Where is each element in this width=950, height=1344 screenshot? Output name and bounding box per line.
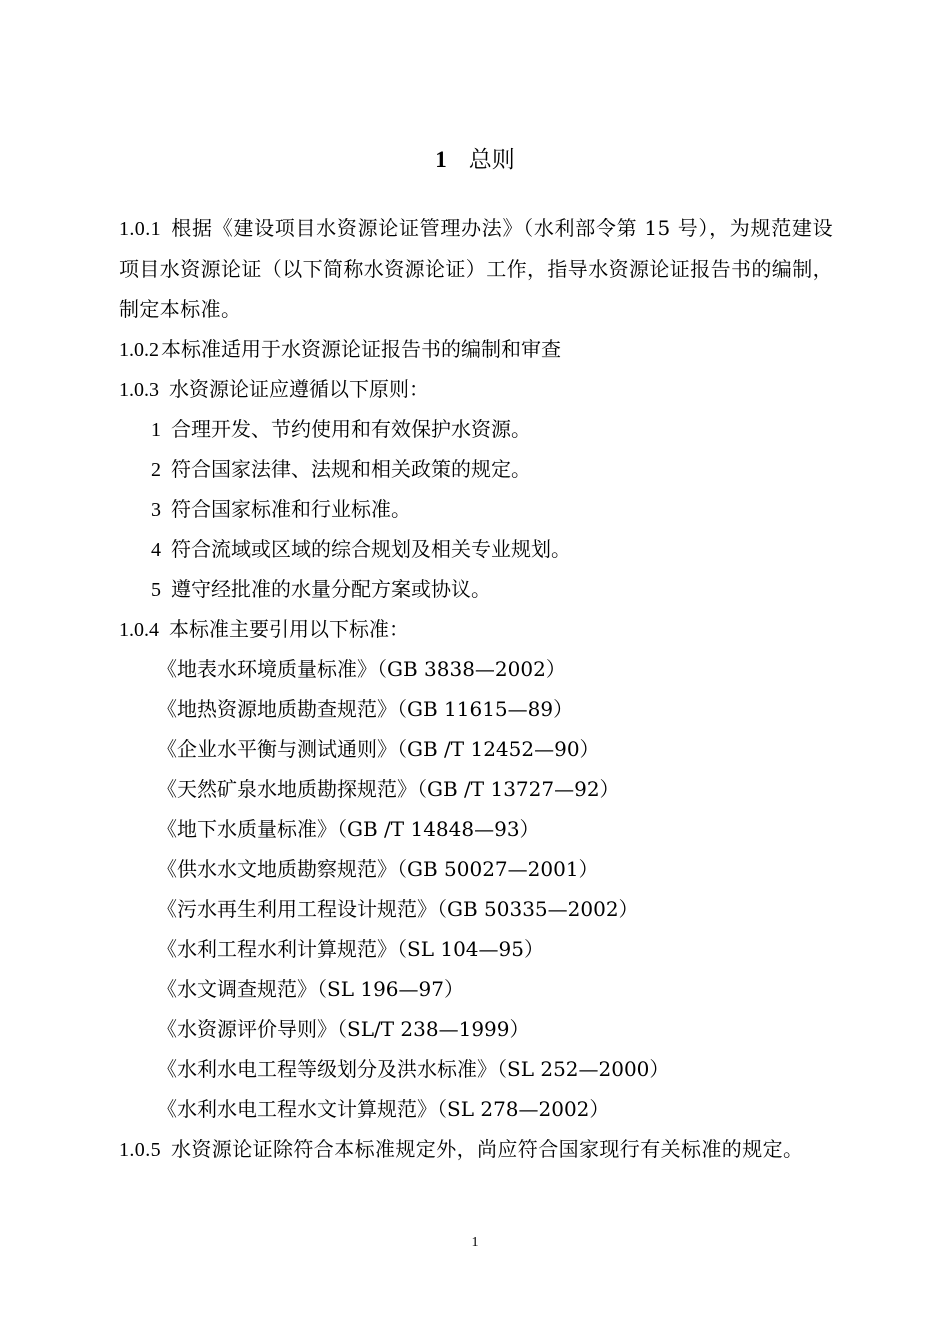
reference-item: 《水资源评价导则》（SL/T 238—1999） bbox=[157, 1017, 530, 1041]
clause-1-0-2 bbox=[119, 329, 833, 369]
clause-text: 水资源论证除符合本标准规定外，尚应符合国家现行有关标准的规定。 bbox=[171, 1137, 804, 1161]
clause-number: 1.0.3 bbox=[119, 379, 159, 401]
reference-item: 《天然矿泉水地质勘探规范》（GB /T 13727—92） bbox=[157, 777, 620, 801]
item-text: 符合国家法律、法规和相关政策的规定。 bbox=[171, 457, 531, 481]
principle-item bbox=[119, 489, 833, 529]
reference-item: 《污水再生利用工程设计规范》（GB 50335—2002） bbox=[157, 897, 639, 921]
reference-item: 《企业水平衡与测试通则》（GB /T 12452—90） bbox=[157, 737, 600, 761]
reference-item: 《水利水电工程水文计算规范》（SL 278—2002） bbox=[157, 1097, 610, 1121]
clause-text: 本标准适用于水资源论证报告书的编制和审查 bbox=[161, 337, 561, 361]
item-number: 2 bbox=[151, 459, 161, 481]
clause-1-0-5 bbox=[119, 1129, 833, 1170]
item-number: 4 bbox=[151, 539, 161, 561]
clause-number: 1.0.2 bbox=[119, 339, 159, 361]
principle-item bbox=[119, 409, 833, 449]
chapter-title-text: 总则 bbox=[468, 147, 515, 173]
reference-item: 《供水水文地质勘察规范》（GB 50027—2001） bbox=[157, 857, 599, 881]
item-text: 合理开发、节约使用和有效保护水资源。 bbox=[171, 417, 531, 441]
item-number: 1 bbox=[151, 419, 161, 441]
principle-item bbox=[119, 449, 833, 489]
clause-text: 本标准主要引用以下标准： bbox=[169, 617, 409, 641]
reference-item: 《地下水质量标准》（GB /T 14848—93） bbox=[157, 817, 540, 841]
chapter-title bbox=[0, 140, 950, 180]
clause-1-0-4 bbox=[119, 609, 833, 649]
item-text: 符合国家标准和行业标准。 bbox=[171, 497, 411, 521]
reference-item: 《地热资源地质勘查规范》（GB 11615—89） bbox=[157, 697, 574, 721]
principle-item bbox=[119, 569, 833, 609]
clause-1-0-1 bbox=[119, 208, 833, 329]
item-number: 3 bbox=[151, 499, 161, 521]
item-text: 遵守经批准的水量分配方案或协议。 bbox=[171, 577, 491, 601]
reference-item: 《水利水电工程等级划分及洪水标准》（SL 252—2000） bbox=[157, 1057, 670, 1081]
item-number: 5 bbox=[151, 579, 161, 601]
item-text: 符合流域或区域的综合规划及相关专业规划。 bbox=[171, 537, 571, 561]
clause-text: 根据《建设项目水资源论证管理办法》（水利部令第 15 号），为规范建设项目水资源论证（以下简称水资源论证）工作，指导水资源论证报告书的编制，制定本标准。 bbox=[119, 216, 833, 321]
reference-item: 《地表水环境质量标准》（GB 3838—2002） bbox=[157, 657, 566, 681]
chapter-number: 1 bbox=[435, 147, 447, 172]
document-body bbox=[119, 208, 833, 1170]
clause-number: 1.0.1 bbox=[119, 218, 161, 240]
clause-number: 1.0.5 bbox=[119, 1139, 161, 1161]
reference-item: 《水文调查规范》（SL 196—97） bbox=[157, 977, 464, 1001]
clause-number: 1.0.4 bbox=[119, 619, 159, 641]
clause-text: 水资源论证应遵循以下原则： bbox=[169, 377, 429, 401]
principle-item bbox=[119, 529, 833, 569]
reference-item: 《水利工程水利计算规范》（SL 104—95） bbox=[157, 937, 544, 961]
page-number: 1 bbox=[471, 1235, 479, 1250]
clause-1-0-3 bbox=[119, 369, 833, 409]
